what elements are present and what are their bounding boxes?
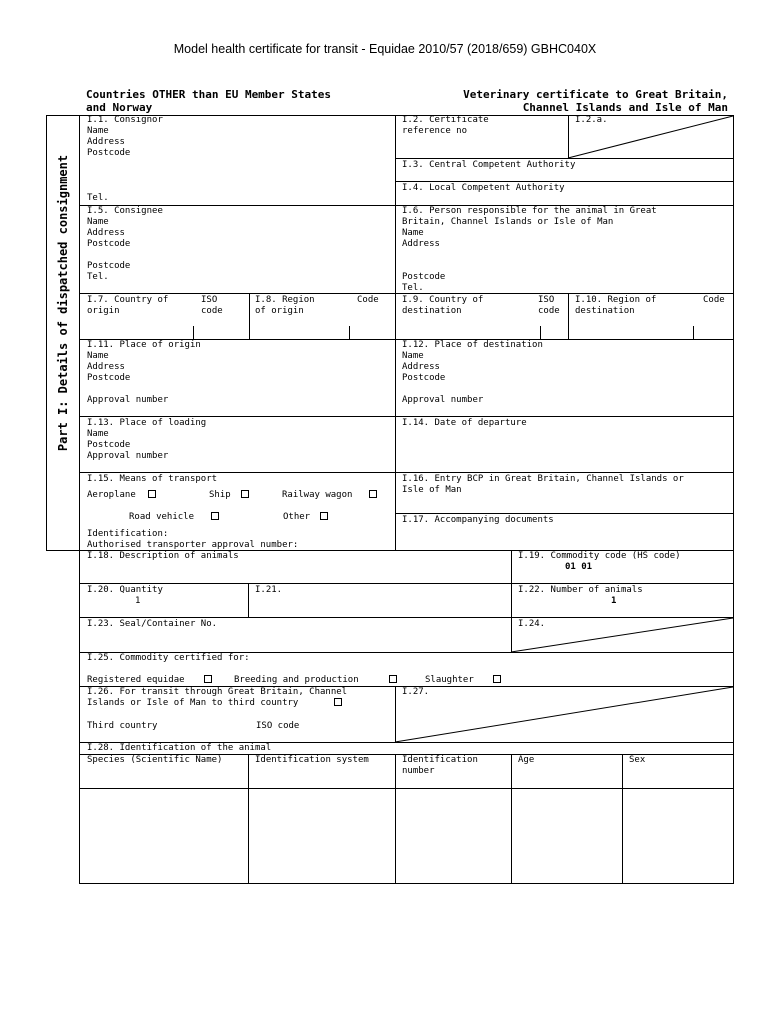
i6-postcode: Postcode xyxy=(402,272,446,282)
i19-title: I.19. Commodity code (HS code) xyxy=(518,551,681,561)
i11-approval: Approval number xyxy=(87,395,169,405)
i15-approval: Authorised transporter approval number: xyxy=(87,540,299,550)
i15-other-checkbox[interactable] xyxy=(320,512,328,520)
i13-postcode: Postcode xyxy=(87,440,131,450)
i25-breeding-checkbox[interactable] xyxy=(389,675,397,683)
i2-title2: reference no xyxy=(402,126,468,136)
i20-value: 1 xyxy=(135,596,141,606)
header-right xyxy=(400,88,728,114)
i15-identification: Identification: xyxy=(87,529,169,539)
i12-name: Name xyxy=(402,351,424,361)
i5-address: Address xyxy=(87,228,125,238)
i15-ship-label: Ship xyxy=(209,490,231,500)
header-right-line2: Channel Islands and Isle of Man xyxy=(522,101,728,114)
i20-title: I.20. Quantity xyxy=(87,585,163,595)
i12-approval: Approval number xyxy=(402,395,484,405)
i11-name: Name xyxy=(87,351,109,361)
i22-value: 1 xyxy=(611,596,617,606)
i15-other-label: Other xyxy=(283,512,311,522)
i5-name: Name xyxy=(87,217,109,227)
i19-value: 01 01 xyxy=(565,562,593,572)
i5-postcode: Postcode xyxy=(87,239,131,249)
i25-registered-label: Registered equidae xyxy=(87,675,185,685)
i26-third-country: Third country xyxy=(87,721,158,731)
i26-line2: Islands or Isle of Man to third country xyxy=(87,698,299,708)
i25-breeding-label: Breeding and production xyxy=(234,675,359,685)
i23-title: I.23. Seal/Container No. xyxy=(87,619,218,629)
i15-aeroplane-label: Aeroplane xyxy=(87,490,136,500)
i25-registered-checkbox[interactable] xyxy=(204,675,212,683)
header-left-line2: and Norway xyxy=(86,101,153,114)
i28-title: I.28. Identification of the animal xyxy=(87,743,272,753)
i10-title: I.10. Region of xyxy=(575,295,657,305)
i15-road-checkbox[interactable] xyxy=(211,512,219,520)
i9-code: code xyxy=(538,306,560,316)
i26-iso-code: ISO code xyxy=(256,721,300,731)
i13-name: Name xyxy=(87,429,109,439)
page-title: Model health certificate for transit - Equidae 2010/57 (2018/659) GBHC040X xyxy=(173,42,597,56)
header-left-line1: Countries OTHER than EU Member States xyxy=(86,88,332,101)
i9-title2: destination xyxy=(402,306,462,316)
i27-title: I.27. xyxy=(402,687,430,697)
i5-postcode2: Postcode xyxy=(87,261,131,271)
i5-title: I.5. Consignee xyxy=(87,206,163,216)
i15-ship-checkbox[interactable] xyxy=(241,490,249,498)
i25-title: I.25. Commodity certified for: xyxy=(87,653,250,663)
i26-checkbox[interactable] xyxy=(334,698,342,706)
i27-diagonal xyxy=(395,686,734,743)
i28-col-age: Age xyxy=(518,755,535,765)
i1-title: I.1. Consignor xyxy=(87,115,163,125)
i21-title: I.21. xyxy=(255,585,283,595)
i16-line2: Isle of Man xyxy=(402,485,462,495)
i15-railway-checkbox[interactable] xyxy=(369,490,377,498)
i25-slaughter-label: Slaughter xyxy=(425,675,474,685)
i12-title: I.12. Place of destination xyxy=(402,340,543,350)
i6-tel: Tel. xyxy=(402,283,424,293)
i18-title: I.18. Description of animals xyxy=(87,551,239,561)
i15-aeroplane-checkbox[interactable] xyxy=(148,490,156,498)
i17-title: I.17. Accompanying documents xyxy=(402,515,554,525)
i9-title: I.9. Country of xyxy=(402,295,484,305)
i15-title: I.15. Means of transport xyxy=(87,474,218,484)
i11-title: I.11. Place of origin xyxy=(87,340,201,350)
i12-postcode: Postcode xyxy=(402,373,446,383)
i28-col-id-number: Identification xyxy=(402,755,478,765)
i28-col-species: Species (Scientific Name) xyxy=(87,755,223,765)
i2a-title: I.2.a. xyxy=(575,115,608,125)
i11-address: Address xyxy=(87,362,125,372)
i11-postcode: Postcode xyxy=(87,373,131,383)
i28-col-id-number-line2: number xyxy=(402,766,435,776)
i6-address: Address xyxy=(402,239,440,249)
i7-code: code xyxy=(201,306,223,316)
i5-tel: Tel. xyxy=(87,272,109,282)
i14-title: I.14. Date of departure xyxy=(402,418,527,428)
i1-name: Name xyxy=(87,126,109,136)
i26-line1: I.26. For transit through Great Britain, Channel xyxy=(87,687,348,697)
i24-title: I.24. xyxy=(518,619,546,629)
i1-address: Address xyxy=(87,137,125,147)
i1-tel: Tel. xyxy=(87,193,109,203)
i10-code: Code xyxy=(703,295,725,305)
i8-title: I.8. Region xyxy=(255,295,315,305)
i25-slaughter-checkbox[interactable] xyxy=(493,675,501,683)
i8-code: Code xyxy=(357,295,379,305)
i8-title2: of origin xyxy=(255,306,304,316)
header-right-line1: Veterinary certificate to Great Britain, xyxy=(463,88,728,101)
i2-title: I.2. Certificate xyxy=(402,115,489,125)
header-left xyxy=(86,88,396,114)
i4-title: I.4. Local Competent Authority xyxy=(402,183,565,193)
i13-approval: Approval number xyxy=(87,451,169,461)
i9-iso: ISO xyxy=(538,295,555,305)
i7-title2: origin xyxy=(87,306,120,316)
i12-address: Address xyxy=(402,362,440,372)
i13-title: I.13. Place of loading xyxy=(87,418,207,428)
i1-postcode: Postcode xyxy=(87,148,131,158)
i15-railway-label: Railway wagon xyxy=(282,490,353,500)
i10-title2: destination xyxy=(575,306,635,316)
i22-title: I.22. Number of animals xyxy=(518,585,643,595)
i15-road-label: Road vehicle xyxy=(129,512,195,522)
i28-col-sex: Sex xyxy=(629,755,646,765)
i6-line1: I.6. Person responsible for the animal in Great xyxy=(402,206,657,216)
i28-col-id-system: Identification system xyxy=(255,755,369,765)
i6-line2: Britain, Channel Islands or Isle of Man xyxy=(402,217,614,227)
i6-name: Name xyxy=(402,228,424,238)
i3-title: I.3. Central Competent Authority xyxy=(402,160,576,170)
i7-iso: ISO xyxy=(201,295,218,305)
part1-side-label: Part I: Details of dispatched consignment xyxy=(56,154,70,452)
i7-title: I.7. Country of xyxy=(87,295,169,305)
i16-line1: I.16. Entry BCP in Great Britain, Channel Islands or xyxy=(402,474,684,484)
